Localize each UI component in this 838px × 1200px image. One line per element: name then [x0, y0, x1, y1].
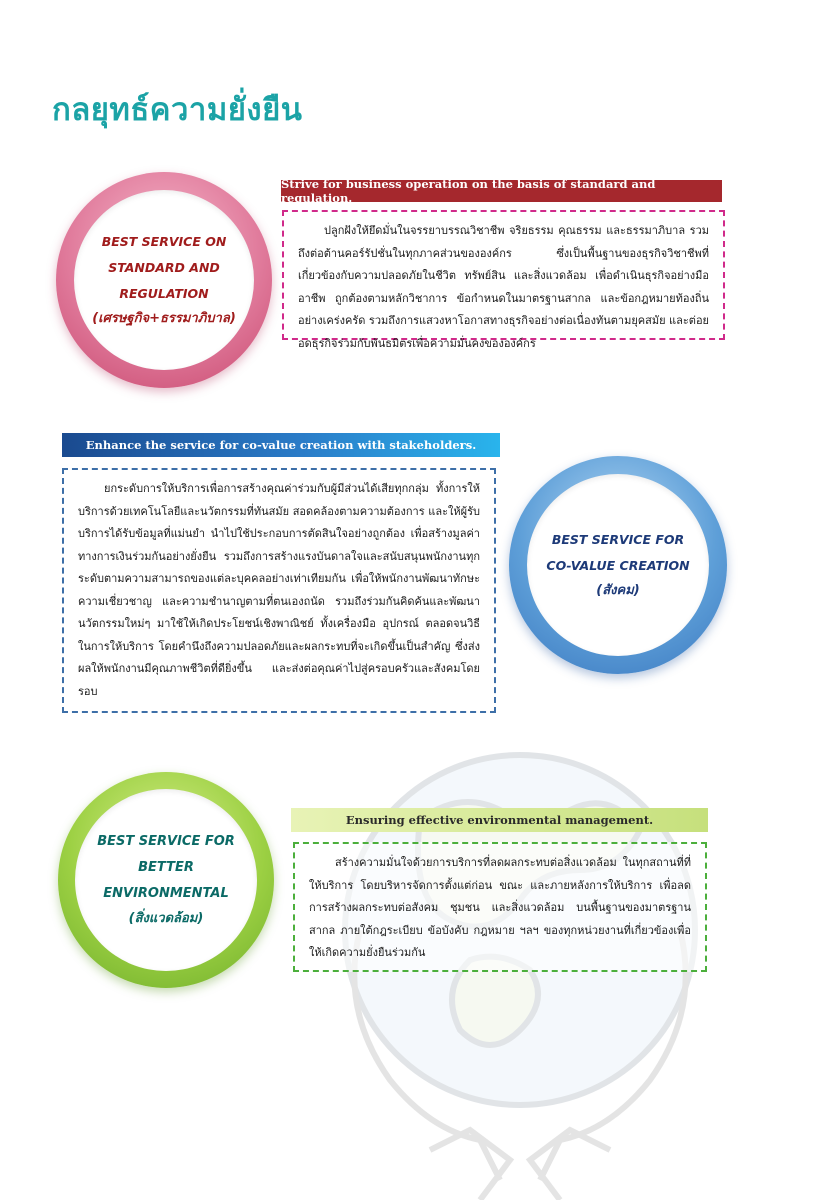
circle-title-line: REGULATION [119, 286, 209, 301]
strategy-circle-social [509, 456, 727, 674]
strategy-body-social [62, 468, 496, 713]
circle-label [527, 474, 709, 656]
circle-label [75, 789, 257, 971]
circle-label [74, 190, 254, 370]
page-title: กลยุทธ์ความยั่งยืน [52, 92, 303, 128]
strategy-body-text: ปลูกฝังให้ยึดมั่นในจรรยาบรรณวิชาชีพ จริยธรรม คุณธรรม และธรรมาภิบาล รวมถึงต่อต้านคอร์รัปชั่นในทุกภาคส่วนขององค์กร ซึ่งเป็นพื้นฐานของธุรกิจวิชาชีพที่เกี่ยวข้องกับความปลอดภัยในชีวิต ทรัพย์สิน และสิ่งแวดล้อม เพื่อดำเนินธุรกิจอย่างมืออาชีพ ถูกต้องตามหลักวิชาการ ข้อกำหนดในมาตรฐานสากล และข้อกฎหมายท้องถิ่นอย่างเคร่งครัด รวมถึงการแสวงหาโอกาสทางธุรกิจอย่างต่อเนื่องทันตามยุคสมัย และต่อยอดธุรกิจร่วมกับพันธมิตรเพื่อความมั่นคงขององค์กร [298, 224, 709, 350]
strategy-circle-governance [56, 172, 272, 388]
circle-title-line: BETTER ENVIRONMENTAL [103, 860, 229, 901]
circle-title-line: BEST SERVICE FOR [551, 532, 685, 547]
strategy-body-governance [282, 210, 725, 350]
strategy-body-text: ยกระดับการให้บริการเพื่อการสร้างคุณค่าร่วมกับผู้มีส่วนได้เสียทุกกลุ่ม ทั้งการให้บริการด้วยเทคโนโลยีและนวัตกรรมที่ทันสมัย สอดคล้องตามความต้องการ และให้ผู้รับบริการได้รับข้อมูลที่แม่นยำ นำไปใช้ประกอบการตัดสินใจอย่างถูกต้อง เพื่อสร้างมูลค่าทางการเงินร่วมกันอย่างยั่งยืน รวมถึงการสร้างแรงบันดาลใจและสนับสนุนพนักงานทุกระดับตามความสามารถของแต่ละบุคคลอย่างเท่าเทียมกัน เพื่อให้พนักงานพัฒนาทักษะ ความเชี่ยวชาญ และความชำนาญตามที่ตนเองถนัด รวมถึงร่วมกันคิดค้นและพัฒนานวัตกรรมใหม่ๆ มาใช้ให้เกิดประโยชน์เชิงพาณิชย์ ทั้งเครื่องมือ อุปกรณ์ ตลอดจนวิธีในการให้บริการ โดยคำนึงถึงความปลอดภัยและผลกระทบที่จะเกิดขึ้นเป็นสำคัญ ซึ่งส่งผลให้พนักงานมีคุณภาพชีวิตที่ดียิ่งขึ้น และส่งต่อคุณค่าไปสู่ครอบครัวและสังคมโดยรอบ [78, 482, 480, 698]
circle-title-line: BEST SERVICE ON [101, 234, 227, 249]
strategy-header-social: Enhance the service for co-value creation with stakeholders. [62, 433, 500, 457]
strategy-body-text: สร้างความมั่นใจด้วยการบริการที่ลดผลกระทบต่อสิ่งแวดล้อม ในทุกสถานที่ที่ให้บริการ โดยบริหารจัดการตั้งแต่ก่อน ขณะ และภายหลังการให้บริการ เพื่อลดการสร้างผลกระทบต่อสังคม ชุมชน และสิ่งแวดล้อม บนพื้นฐานของมาตรฐานสากล ภายใต้กฎระเบียบ ข้อบังคับ กฎหมาย ฯลฯ ของทุกหน่วยงานที่เกี่ยวข้องเพื่อให้เกิดความยั่งยืนร่วมกัน [309, 856, 691, 959]
strategy-circle-environment [58, 772, 274, 988]
strategy-header-governance: Strive for business operation on the basis of standard and regulation. [281, 180, 722, 202]
circle-subtitle: (เศรษฐกิจ+ธรรมาภิบาล) [92, 311, 236, 326]
circle-title-line: CO-VALUE CREATION [546, 558, 690, 573]
circle-title-line: STANDARD AND [108, 260, 220, 275]
circle-subtitle: (สิ่งแวดล้อม) [128, 911, 204, 926]
strategy-header-environment: Ensuring effective environmental management. [291, 808, 708, 832]
circle-title-line: BEST SERVICE FOR [97, 834, 235, 849]
circle-subtitle: (สังคม) [596, 583, 640, 598]
strategy-body-environment [293, 842, 707, 972]
